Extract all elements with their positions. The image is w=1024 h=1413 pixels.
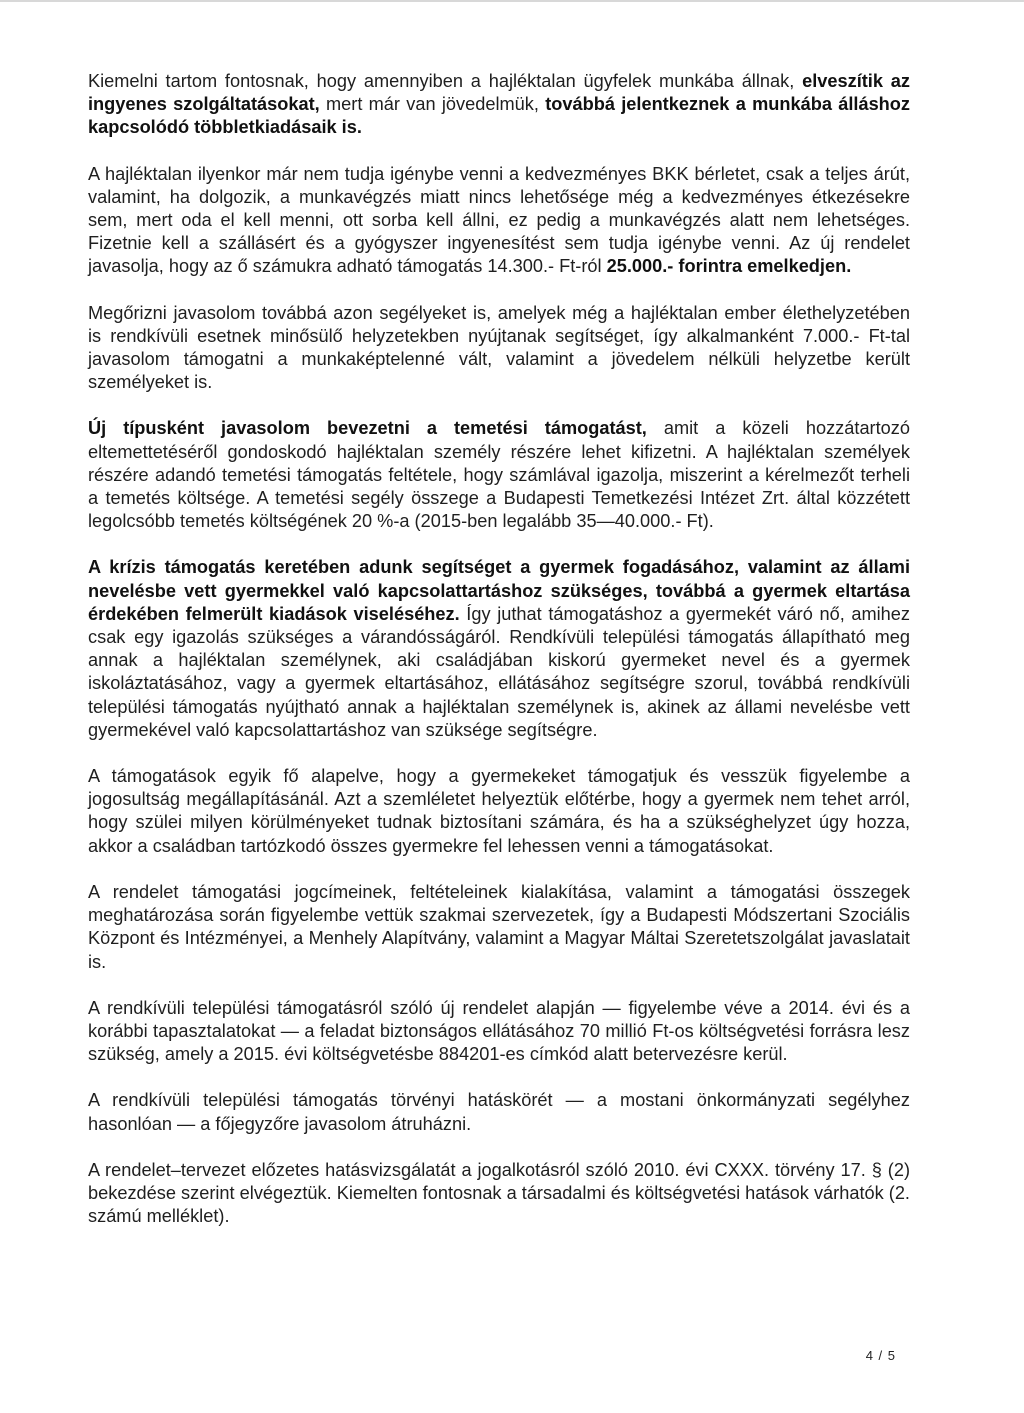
text-run: Így juthat támogatáshoz a gyermekét váró nő, amihez csak egy igazolás szükséges a várandósságáról. Rendkívüli települési támogatás állapítható meg annak a hajléktalan személynek, aki családjában kiskorú gyermeket nevel és a gyermek iskoláztatásához, vagy a gyermek eltartásához, ellátásához segítségre szorul, továbbá rendkívüli települési támogatás nyújtható annak a hajléktalan személynek is, akinek az állami nevelésbe vett gyermekével való kapcsolattartáshoz van szüksége segítségre.: [88, 603, 910, 740]
text-run: amit a közeli hozzátartozó eltemettetéséről gondoskodó hajléktalan személy részére lehet kifizetni. A hajléktalan személyek részére adandó temetési támogatás feltétele, hogy számlával igazolja, miszerint a kérelmezőt terheli a temetés költsége. A temetési segély összege a Budapesti Temetkezési Intézet Zrt. által közzétett legolcsóbb temetés költségének 20 %-a (2015-ben legalább 35—40.000.- Ft).: [88, 418, 910, 532]
text-run: A rendkívüli települési támogatás törvényi hatáskörét — a mostani önkormányzati segélyhez hasonlóan — a főjegyzőre javasolom átruházni.: [88, 1090, 910, 1134]
text-run: A rendkívüli települési támogatásról szóló új rendelet alapján — figyelembe véve a 2014. évi és a korábbi tapasztalatokat — a feladat biztonságos ellátásához 70 millió Ft-os költségvetési forrásra lesz szükség, amely a 2015. évi költségvetésbe 884201-es címkód alatt betervezésre kerül.: [88, 997, 910, 1065]
paragraph-delegation: [88, 1089, 910, 1135]
bold-text-run: továbbá jelentkeznek a munkába álláshoz kapcsolódó többletkiadásaik is.: [88, 94, 910, 138]
paragraph-crisis-support: [88, 556, 910, 742]
scan-top-edge: [0, 0, 1024, 2]
paragraph-principles: [88, 765, 910, 858]
bold-text-run: Új típusként javasolom bevezetni a temetési támogatást,: [88, 418, 647, 439]
text-run: Megőrizni javasolom továbbá azon segélyeket is, amelyek még a hajléktalan ember élethelyzetében is rendkívüli esetnek minősülő helyzetekben nyújtanak segítséget, így alkalmanként 7.000.- Ft-tal javasolom támogatni a munkaképtelenné vált, valamint a jövedelem nélküli helyzetbe került személyeket is.: [88, 302, 910, 393]
text-run: A rendelet támogatási jogcímeinek, feltételeinek kialakítása, valamint a támogatási összegek meghatározása során figyelembe vettük szakmai szervezetek, így a Budapesti Módszertani Szociális Központ és Intézményei, a Menhely Alapítvány, valamint a Magyar Máltai Szeretetszolgálat javaslatait is.: [88, 881, 910, 972]
bold-text-run: elveszítik az ingyenes szolgáltatásokat,: [88, 71, 911, 115]
paragraph-employment-loss: [88, 70, 910, 140]
paragraph-budget: [88, 997, 910, 1067]
text-run: A támogatások egyik fő alapelve, hogy a gyermekeket támogatjuk és vesszük figyelembe a jogosultság megállapításánál. Azt a szemléletet helyeztük előtérbe, hogy a gyermek nem tehet arról, hogy szülei milyen körülményeket tudnak biztosítani számára, és ha a szükséghelyzet úgy hozza, akkor a családban tartózkodó összes gyermekre fel lehessen venni a támogatásokat.: [88, 766, 910, 856]
paragraph-funeral-support: [88, 417, 910, 533]
text-run: Kiemelni tartom fontosnak, hogy amennyiben a hajléktalan ügyfelek munkába állnak,: [88, 71, 803, 91]
document-body: [88, 70, 910, 1251]
paragraph-emergency-aid: [88, 302, 910, 395]
bold-text-run: 25.000.- forintra emelkedjen.: [606, 256, 852, 277]
bold-text-run: A krízis támogatás keretében adunk segítséget a gyermek fogadásához, valamint az állami nevelésbe vett gyermekkel való kapcsolattartáshoz szükséges, továbbá a gyermek eltartása érdekében felmerült kiadások viseléséhez.: [88, 557, 910, 624]
text-run: mert már van jövedelmük,: [319, 94, 546, 115]
paragraph-impact-assessment: [88, 1159, 910, 1229]
page-number: 4 / 5: [865, 1348, 896, 1363]
text-run: A rendelet–tervezet előzetes hatásvizsgálatát a jogalkotásról szóló 2010. évi CXXX. törvény 17. § (2) bekezdése szerint elvégeztük. Kiemelten fontosnak a társadalmi és költségvetési hatások várhatók (2. számú melléklet).: [88, 1159, 910, 1227]
paragraph-consultation: [88, 881, 910, 974]
paragraph-bkk-pass: [88, 163, 910, 279]
text-run: A hajléktalan ilyenkor már nem tudja igénybe venni a kedvezményes BKK bérletet, csak a teljes árút, valamint, ha dolgozik, a munkavégzés miatt nincs lehetősége még a kedvezményes étkezésekre sem, mert oda el kell menni, ott sorba kell állni, ez pedig a munkavégzés alatt nem lehetséges. Fizetnie kell a szállásért és a gyógyszer ingyenesítést sem tudja igénybe venni. Az új rendelet javasolja, hogy az ő számukra adható támogatás 14.300.- Ft-ról: [88, 163, 910, 277]
